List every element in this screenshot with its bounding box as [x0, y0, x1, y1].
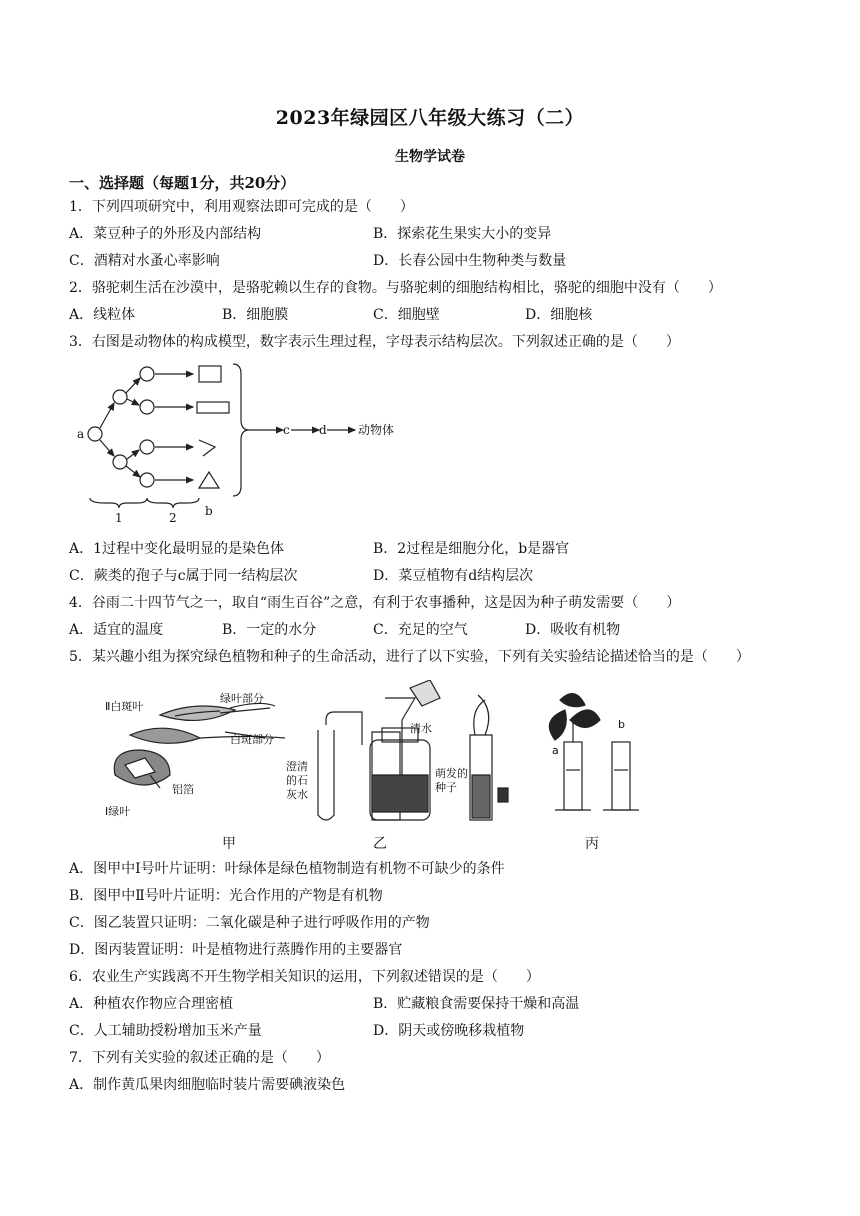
option: C．充足的空气 — [373, 622, 468, 638]
question-stem: 1．下列四项研究中，利用观察法即可完成的是（ ） — [69, 199, 414, 215]
label-seeds: 萌发的 — [435, 767, 468, 780]
option: A．种植农作物应合理密植 — [69, 996, 234, 1012]
option: C．细胞壁 — [373, 307, 440, 323]
label-foil: 铝箔 — [172, 783, 194, 796]
label-animal: 动物体 — [358, 423, 395, 437]
label-limewater: 灰水 — [286, 788, 308, 801]
option: B．一定的水分 — [222, 622, 317, 638]
option: B．图甲中Ⅱ号叶片证明：光合作用的产物是有机物 — [69, 888, 383, 904]
option: C．蕨类的孢子与c属于同一结构层次 — [69, 568, 298, 584]
option: D．阴天或傍晚移栽植物 — [373, 1023, 525, 1039]
experiment-figure — [100, 680, 660, 830]
question-stem: 7．下列有关实验的叙述正确的是（ ） — [69, 1050, 330, 1066]
label-limewater: 的石 — [286, 774, 308, 787]
option: D．图丙装置证明：叶是植物进行蒸腾作用的主要器官 — [69, 942, 403, 958]
label-leaf2: Ⅱ白斑叶 — [105, 700, 144, 713]
option: B．探索花生果实大小的变异 — [373, 226, 552, 242]
option: D．长春公园中生物种类与数量 — [373, 253, 567, 269]
option: A．菜豆种子的外形及内部结构 — [69, 226, 262, 242]
label-seeds: 种子 — [435, 781, 457, 794]
option: B．贮藏粮食需要保持干燥和高温 — [373, 996, 580, 1012]
label-limewater: 澄清 — [286, 760, 308, 773]
option: B．2过程是细胞分化，b是器官 — [373, 541, 570, 557]
option: A．制作黄瓜果肉细胞临时装片需要碘液染色 — [69, 1077, 346, 1093]
option: D．细胞核 — [525, 307, 593, 323]
exam-title: 2023年绿园区八年级大练习（二） — [275, 107, 585, 129]
label-c: c — [283, 423, 290, 437]
option: D．菜豆植物有d结构层次 — [373, 568, 534, 584]
label-d: d — [319, 423, 327, 437]
label-white-part: 白斑部分 — [230, 733, 274, 746]
label-tube-a: a — [552, 744, 559, 757]
option: C．人工辅助授粉增加玉米产量 — [69, 1023, 262, 1039]
label-water: 清水 — [410, 722, 432, 735]
option: A．1过程中变化最明显的是染色体 — [69, 541, 285, 557]
question-stem: 6．农业生产实践离不开生物学相关知识的运用，下列叙述错误的是（ ） — [69, 969, 540, 985]
figure-caption: 丙 — [585, 836, 599, 852]
label-a: a — [77, 427, 85, 441]
option: A．线粒体 — [69, 307, 136, 323]
figure-caption: 乙 — [373, 836, 387, 852]
question-stem: 5．某兴趣小组为探究绿色植物和种子的生命活动，进行了以下实验，下列有关实验结论描述恰当的是（ ） — [69, 649, 750, 665]
label-leaf1: Ⅰ绿叶 — [105, 805, 131, 818]
option: A．适宜的温度 — [69, 622, 164, 638]
question-stem: 2．骆驼刺生活在沙漠中，是骆驼赖以生存的食物。与骆驼刺的细胞结构相比，骆驼的细胞中没有（ ） — [69, 280, 722, 296]
section-heading: 一、选择题（每题1分，共20分） — [69, 174, 296, 192]
option: C．图乙装置只证明：二氧化碳是种子进行呼吸作用的产物 — [69, 915, 430, 931]
exam-subtitle: 生物学试卷 — [395, 149, 465, 165]
label-step1: 1 — [115, 511, 123, 525]
label-tube-b: b — [618, 718, 625, 731]
option: C．酒精对水蚤心率影响 — [69, 253, 220, 269]
label-step2: 2 — [169, 511, 177, 525]
animal-structure-diagram — [75, 362, 415, 527]
question-stem: 3．右图是动物体的构成模型，数字表示生理过程，字母表示结构层次。下列叙述正确的是（ ） — [69, 334, 680, 350]
figure-caption: 甲 — [222, 836, 236, 852]
option: B．细胞膜 — [222, 307, 289, 323]
label-b: b — [205, 504, 213, 518]
option: D．吸收有机物 — [525, 622, 621, 638]
option: A．图甲中Ⅰ号叶片证明：叶绿体是绿色植物制造有机物不可缺少的条件 — [69, 861, 505, 877]
label-green-part: 绿叶部分 — [220, 692, 264, 705]
question-stem: 4．谷雨二十四节气之一，取自“雨生百谷”之意，有利于农事播种，这是因为种子萌发需要（ ） — [69, 595, 681, 611]
